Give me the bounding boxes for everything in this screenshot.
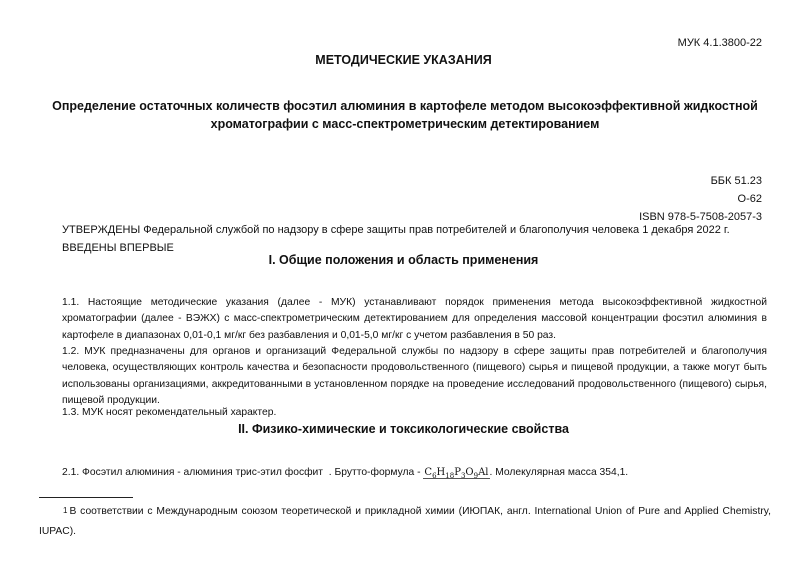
isbn: ISBN 978-5-7508-2057-3 bbox=[639, 211, 762, 223]
document-code: МУК 4.1.3800-22 bbox=[677, 37, 762, 49]
paragraph-2-1-start: 2.1. Фосэтил алюминия - алюминия трис-этил фосфит bbox=[62, 467, 324, 478]
paragraph-2-1 bbox=[62, 465, 767, 484]
footnote-text: В соответствии с Международным союзом теоретической и прикладной химии (ИЮПАК, англ. International Union of Pure and Applied Chemistry, IUPAC). bbox=[39, 506, 771, 537]
paragraph-2-1-mid: . Брутто-формула - bbox=[328, 467, 421, 478]
gross-formula: $C_6H_{18}P_3O_9Al$ bbox=[424, 467, 489, 480]
author-index: О-62 bbox=[737, 193, 762, 205]
document-type-heading: МЕТОДИЧЕСКИЕ УКАЗАНИЯ bbox=[315, 53, 492, 67]
paragraph-1-2: 1.2. МУК предназначены для органов и организаций Федеральной службы по надзору в сфере защиты прав потребителей и благополучия человека, осуществляющих контроль качества и безопасности продовольственного (пищевого) сырья и пищевой продукции, а также могут быть использованы организациями, аккредитованными в установленном порядке на проведение исследований продовольственного (пищевого) сырья, пищевой продукции. bbox=[62, 346, 767, 407]
footnote-divider bbox=[39, 497, 133, 498]
approval-statement: УТВЕРЖДЕНЫ Федеральной службой по надзору в сфере защиты прав потребителей и благополучия человека 1 декабря 2022 г. bbox=[62, 224, 730, 236]
section-1-heading: I. Общие положения и область применения bbox=[268, 253, 539, 267]
introduction-statement: ВВЕДЕНЫ ВПЕРВЫЕ bbox=[62, 242, 174, 254]
document-title: Определение остаточных количеств фосэтил алюминия в картофеле методом высокоэффективной жидкостной хроматографии с масс-спектрометрическим детектированием bbox=[52, 99, 758, 131]
bbk-code: ББК 51.23 bbox=[710, 175, 762, 187]
paragraph-1-3: 1.3. МУК носят рекомендательный характер. bbox=[62, 407, 277, 418]
paragraph-2-1-end: . Молекулярная масса 354,1. bbox=[489, 467, 629, 478]
footnote bbox=[39, 501, 771, 542]
section-2-heading: II. Физико-химические и токсикологические свойства bbox=[238, 422, 569, 436]
paragraph-1-1: 1.1. Настоящие методические указания (далее - МУК) устанавливают порядок применения метода высокоэффективной жидкостной хроматографии (далее - ВЭЖХ) с масс-спектрометрическим детектированием для определения массовой концентрации фосэтил алюминия в картофеле в диапазонах 0,01-0,1 мг/кг без разбавления и 0,01-5,0 мг/кг с учетом разбавления в 50 раз. bbox=[62, 297, 767, 341]
footnote-mark: 1 bbox=[63, 506, 68, 515]
